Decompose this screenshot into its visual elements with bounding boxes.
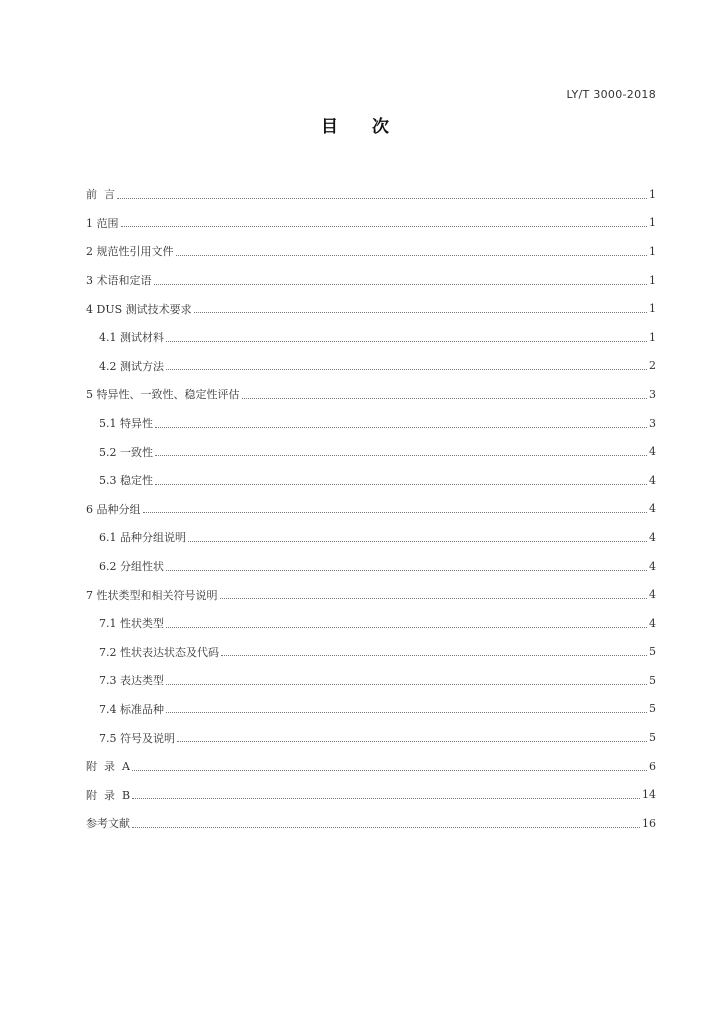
toc-entry-label: 7 性状类型和相关符号说明: [86, 588, 218, 602]
toc-entry-page: 1: [649, 330, 656, 344]
toc-entry-page: 5: [649, 702, 656, 716]
dot-leader: [166, 369, 647, 370]
toc-entry[interactable]: [86, 609, 656, 638]
toc-entry-label: 3 术语和定语: [86, 274, 152, 288]
toc-entry[interactable]: [86, 495, 656, 524]
dot-leader: [166, 627, 647, 628]
toc-entry[interactable]: [86, 409, 656, 438]
toc-entry[interactable]: [86, 294, 656, 323]
toc-entry-label: 7.1 性状类型: [99, 617, 164, 631]
toc-entry[interactable]: [86, 352, 656, 381]
toc-entry[interactable]: [86, 695, 656, 724]
toc-entry[interactable]: [86, 523, 656, 552]
toc-entry-page: 5: [649, 645, 656, 659]
document-code: LY/T 3000-2018: [566, 88, 656, 101]
toc-entry-label: 7.5 符号及说明: [99, 731, 175, 745]
toc-entry-label: 5.3 稳定性: [99, 474, 153, 488]
toc-entry[interactable]: [86, 466, 656, 495]
toc-entry-page: 1: [649, 187, 656, 201]
dot-leader: [155, 455, 647, 456]
toc-entry-label: 2 规范性引用文件: [86, 245, 174, 259]
dot-leader: [155, 427, 647, 428]
toc-entry[interactable]: [86, 752, 656, 781]
toc-entry-page: 6: [649, 759, 656, 773]
dot-leader: [220, 598, 648, 599]
page-title: 目 次: [321, 117, 403, 137]
toc-entry-page: 4: [649, 473, 656, 487]
toc-entry[interactable]: [86, 666, 656, 695]
dot-leader: [194, 312, 647, 313]
toc-entry-label: 6.2 分组性状: [99, 560, 164, 574]
toc-entry[interactable]: [86, 323, 656, 352]
dot-leader: [166, 684, 647, 685]
dot-leader: [154, 284, 648, 285]
toc-entry-label: 5.2 一致性: [99, 445, 153, 459]
dot-leader: [166, 341, 647, 342]
toc-entry[interactable]: [86, 266, 656, 295]
toc-entry-page: 1: [649, 244, 656, 258]
toc-entry-page: 4: [649, 530, 656, 544]
toc-entry-label: 7.4 标准品种: [99, 702, 164, 716]
dot-leader: [166, 570, 647, 571]
toc-entry-label: 7.3 表达类型: [99, 674, 164, 688]
dot-leader: [242, 398, 648, 399]
toc-entry[interactable]: [86, 580, 656, 609]
toc-entry-label: 附 录 B: [86, 788, 131, 802]
dot-leader: [132, 770, 647, 771]
dot-leader: [221, 655, 647, 656]
toc-entry[interactable]: [86, 780, 656, 809]
toc-entry[interactable]: [86, 809, 656, 838]
toc-entry-label: 4.2 测试方法: [99, 359, 164, 373]
dot-leader: [121, 226, 648, 227]
toc-entry-page: 5: [649, 673, 656, 687]
table-of-contents: [86, 180, 656, 838]
toc-entry-page: 4: [649, 445, 656, 459]
dot-leader: [166, 712, 647, 713]
toc-entry-label: 5.1 特异性: [99, 417, 153, 431]
toc-entry-label: 4.1 测试材料: [99, 331, 164, 345]
toc-entry-label: 1 范围: [86, 216, 119, 230]
toc-entry-label: 附 录 A: [86, 760, 130, 774]
dot-leader: [177, 741, 647, 742]
toc-entry-label: 4 DUS 测试技术要求: [86, 302, 192, 316]
toc-entry-label: 5 特异性、一致性、稳定性评估: [86, 388, 240, 402]
toc-entry-label: 前 言: [86, 188, 115, 202]
toc-entry-label: 6.1 品种分组说明: [99, 531, 186, 545]
dot-leader: [132, 827, 640, 828]
toc-entry-page: 1: [649, 302, 656, 316]
toc-entry-page: 4: [649, 588, 656, 602]
dot-leader: [117, 198, 647, 199]
toc-entry-label: 6 品种分组: [86, 502, 141, 516]
dot-leader: [188, 541, 647, 542]
toc-entry-page: 3: [649, 416, 656, 430]
dot-leader: [143, 512, 648, 513]
toc-entry-page: 3: [649, 387, 656, 401]
toc-entry-page: 14: [642, 788, 656, 802]
toc-entry-page: 16: [642, 816, 656, 830]
toc-entry[interactable]: [86, 380, 656, 409]
toc-entry-page: 4: [649, 616, 656, 630]
toc-entry[interactable]: [86, 552, 656, 581]
toc-entry-label: 参考文献: [86, 817, 130, 831]
toc-entry-label: 7.2 性状表达状态及代码: [99, 645, 219, 659]
toc-entry-page: 1: [649, 273, 656, 287]
toc-entry-page: 4: [649, 559, 656, 573]
toc-entry[interactable]: [86, 638, 656, 667]
toc-entry-page: 4: [649, 502, 656, 516]
toc-entry[interactable]: [86, 209, 656, 238]
toc-entry[interactable]: [86, 437, 656, 466]
dot-leader: [132, 798, 640, 799]
toc-entry-page: 1: [649, 216, 656, 230]
toc-entry-page: 5: [649, 731, 656, 745]
toc-entry[interactable]: [86, 180, 656, 209]
toc-entry[interactable]: [86, 723, 656, 752]
dot-leader: [176, 255, 648, 256]
toc-entry-page: 2: [649, 359, 656, 373]
dot-leader: [155, 484, 647, 485]
toc-entry[interactable]: [86, 237, 656, 266]
